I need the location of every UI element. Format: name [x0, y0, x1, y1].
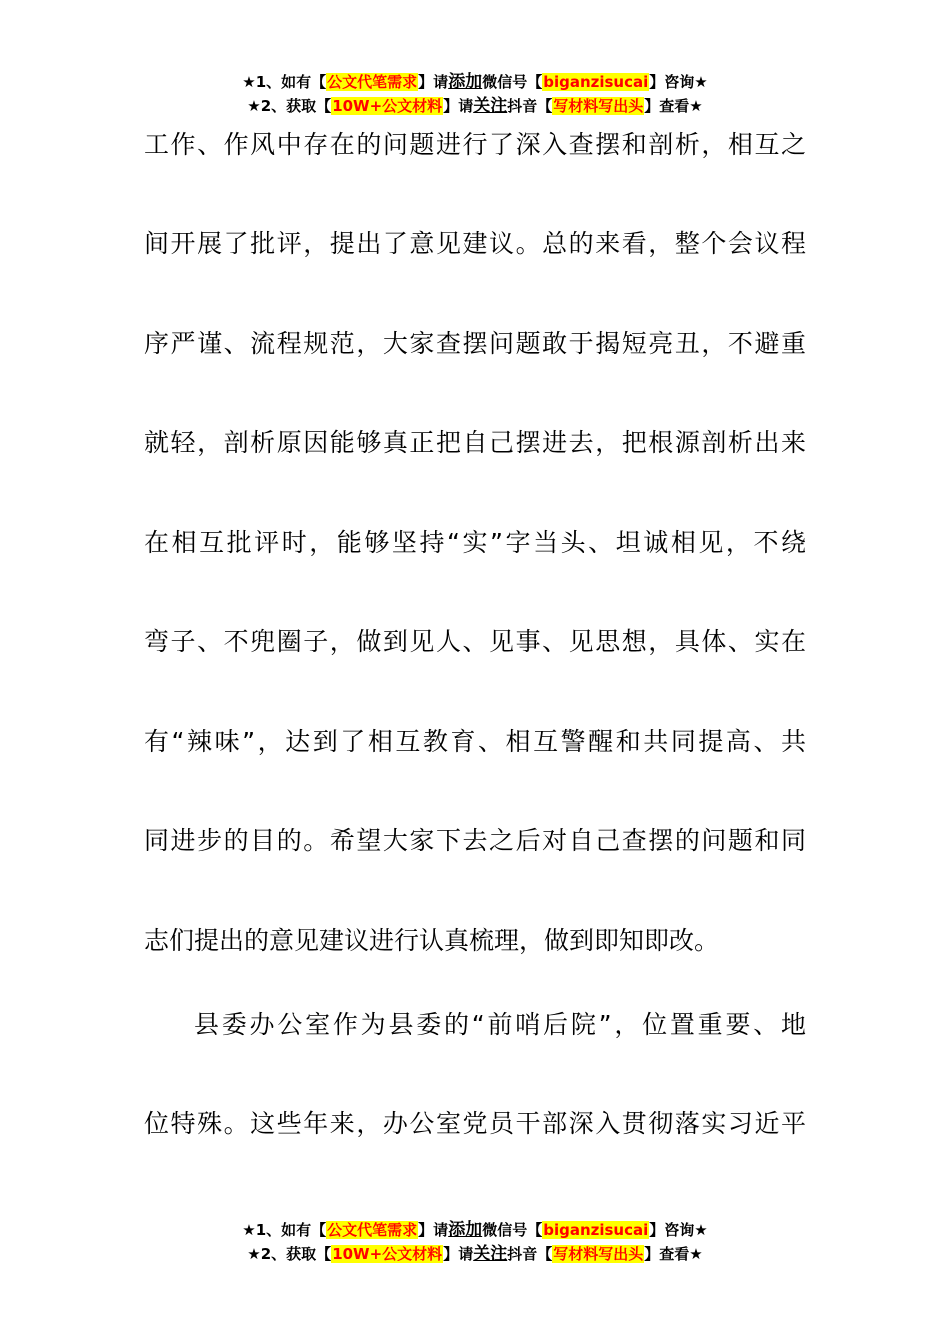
header-banner: [0, 70, 950, 118]
banner-highlight: biganzisucai: [543, 73, 649, 91]
banner-text: 抖音【: [507, 97, 553, 115]
banner-emphasis: 添加: [448, 72, 483, 92]
body-line: 弯子、不兜圈子，做到见人、见事、见思想，具体、实在: [144, 627, 806, 656]
body-line: 就轻，剖析原因能够真正把自己摆进去，把根源剖析出来: [144, 428, 806, 457]
banner-highlight: biganzisucai: [543, 1221, 649, 1239]
banner-line-2: [0, 1242, 950, 1266]
body-line: 位特殊。这些年来，办公室党员干部深入贯彻落实习近平: [144, 1109, 806, 1138]
banner-line-2: [0, 94, 950, 118]
banner-highlight: 公文代笔需求: [327, 73, 418, 91]
banner-text: ★1、如有【: [242, 73, 327, 91]
banner-text: 】请: [418, 73, 449, 91]
banner-highlight: 写材料写出头: [553, 97, 644, 115]
footer-banner: [0, 1218, 950, 1266]
body-line: 在相互批评时，能够坚持“实”字当头、坦诚相见，不绕: [144, 528, 806, 557]
banner-text: 】请: [443, 97, 474, 115]
banner-text: 】查看★: [644, 1245, 703, 1263]
body-line: 间开展了批评，提出了意见建议。总的来看，整个会议程: [144, 229, 806, 258]
banner-emphasis: 添加: [448, 1220, 483, 1240]
banner-line-1: [0, 1218, 950, 1242]
banner-text: ★1、如有【: [242, 1221, 327, 1239]
body-line: 工作、作风中存在的问题进行了深入查摆和剖析，相互之: [144, 130, 806, 159]
banner-text: 】咨询★: [649, 73, 708, 91]
banner-highlight: 写材料写出头: [553, 1245, 644, 1263]
banner-text: ★2、获取【: [247, 1245, 332, 1263]
body-line: 序严谨、流程规范，大家查摆问题敢于揭短亮丑，不避重: [144, 329, 806, 358]
banner-text: 】请: [418, 1221, 449, 1239]
banner-emphasis: 关注: [473, 96, 508, 116]
body-line: 志们提出的意见建议进行认真梳理，做到即知即改。: [144, 926, 720, 955]
body-line: 有“辣味”，达到了相互教育、相互警醒和共同提高、共: [144, 727, 806, 756]
banner-text: ★2、获取【: [247, 97, 332, 115]
banner-highlight: 10W+公文材料: [332, 97, 443, 115]
banner-text: 微信号【: [482, 1221, 543, 1239]
banner-text: 】查看★: [644, 97, 703, 115]
body-line: 同进步的目的。希望大家下去之后对自己查摆的问题和同: [144, 826, 806, 855]
banner-text: 抖音【: [507, 1245, 553, 1263]
body-line-indented: 县委办公室作为县委的“前哨后院”，位置重要、地: [194, 1010, 806, 1039]
banner-highlight: 10W+公文材料: [332, 1245, 443, 1263]
banner-text: 】咨询★: [649, 1221, 708, 1239]
banner-text: 微信号【: [482, 73, 543, 91]
banner-line-1: [0, 70, 950, 94]
banner-highlight: 公文代笔需求: [327, 1221, 418, 1239]
banner-emphasis: 关注: [473, 1244, 508, 1264]
banner-text: 】请: [443, 1245, 474, 1263]
